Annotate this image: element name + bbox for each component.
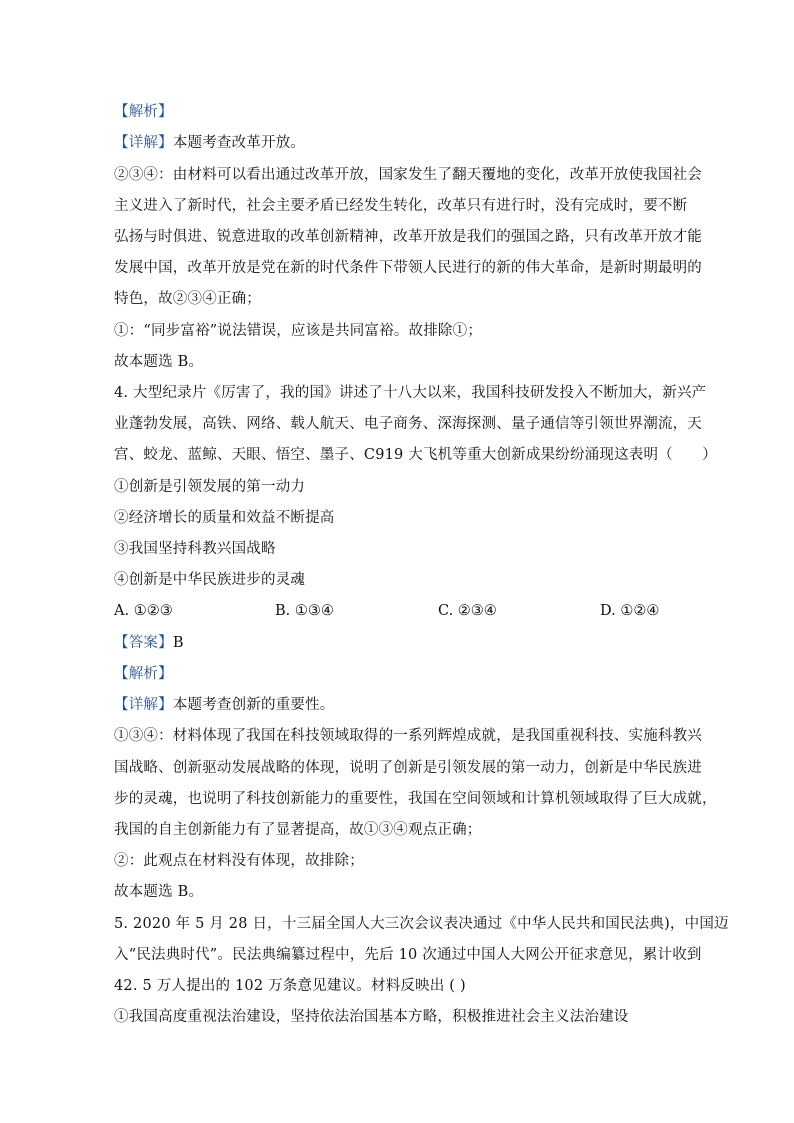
analysis-exclusion-line: ②：此观点在材料没有体现，故排除； <box>114 853 364 869</box>
option-c: C. ②③④ <box>438 603 497 619</box>
analysis-paragraph-line: 主义进入了新时代，社会主要矛盾已经发生转化，改革只有进行时，没有完成时，要不断 <box>114 198 688 214</box>
question-stem-line: 入“民法典时代”。民法典编纂过程中，先后 10 次通过中国人大网公开征求意见，累计收到 <box>114 947 702 963</box>
detail-tag: 【详解】 <box>114 697 173 713</box>
analysis-paragraph-line: ①③④：材料体现了我国在科技领域取得的一系列辉煌成就，是我国重视科技、实施科教兴 <box>114 728 702 744</box>
analysis-paragraph-line: 我国的自主创新能力有了显著提高，故①③④观点正确； <box>114 822 482 838</box>
statement-item: ②经济增长的质量和效益不断提高 <box>114 510 335 526</box>
question-stem-line: 42. 5 万人提出的 102 万条意见建议。材料反映出 ( ) <box>114 978 466 994</box>
question-stem-line: 5. 2020 年 5 月 28 日，十三届全国人大三次会议表决通过《中华人民共和国民法典)，中国迈 <box>114 916 729 932</box>
analysis-paragraph-line: 弘扬与时俱进、锐意进取的改革创新精神，改革开放是我们的强国之路，只有改革开放才能 <box>114 229 702 245</box>
answer-tag: 【答案】 <box>114 635 173 651</box>
detail-tag: 【详解】 <box>114 135 173 151</box>
analysis-paragraph-line: 国战略、创新驱动发展战略的体现，说明了创新是引领发展的第一动力，创新是中华民族进 <box>114 760 702 776</box>
answer-line <box>114 633 684 653</box>
statement-item: ①我国高度重视法治建设，坚持依法治国基本方略，积极推进社会主义法治建设 <box>114 1009 629 1025</box>
answer-value: B <box>172 635 184 651</box>
analysis-label: 【解析】 <box>114 666 173 682</box>
conclusion-line: 故本题选 B。 <box>114 884 204 900</box>
option-a: A. ①②③ <box>114 603 173 619</box>
statement-item: ④创新是中华民族进步的灵魂 <box>114 572 306 588</box>
detail-line <box>114 695 684 715</box>
analysis-paragraph-line: 特色，故②③④正确； <box>114 291 261 307</box>
statement-item: ①创新是引领发展的第一动力 <box>114 479 306 495</box>
statement-item: ③我国坚持科教兴国战略 <box>114 541 276 557</box>
option-d: D. ①②④ <box>600 603 660 619</box>
analysis-paragraph-line: 发展中国，改革开放是党在新的时代条件下带领人民进行的新的伟大革命，是新时期最明的 <box>114 260 702 276</box>
conclusion-line: 故本题选 B。 <box>114 354 204 370</box>
detail-line <box>114 133 684 153</box>
analysis-paragraph-line: 步的灵魂，也说明了科技创新能力的重要性，我国在空间领域和计算机领域取得了巨大成就， <box>114 791 717 807</box>
detail-text: 本题考查创新的重要性。 <box>172 697 335 713</box>
analysis-label: 【解析】 <box>114 104 173 120</box>
detail-text: 本题考查改革开放。 <box>172 135 306 151</box>
question-stem-line: 宫、蛟龙、蓝鲸、天眼、悟空、墨子、C919 大飞机等重大创新成果纷纷涌现这表明（ ） <box>114 447 717 463</box>
question-stem-line: 业蓬勃发展，高铁、网络、载人航天、电子商务、深海探测、量子通信等引领世界潮流，天 <box>114 416 702 432</box>
question-stem-line: 4. 大型纪录片《厉害了，我的国》讲述了十八大以来，我国科技研发投入不断加大，新兴产 <box>114 385 707 401</box>
option-b: B. ①③④ <box>275 603 334 619</box>
analysis-exclusion-line: ①：“同步富裕”说法错误，应该是共同富裕。故排除①； <box>114 323 483 339</box>
analysis-paragraph-line: ②③④：由材料可以看出通过改革开放，国家发生了翻天覆地的变化，改革开放使我国社会 <box>114 167 702 183</box>
